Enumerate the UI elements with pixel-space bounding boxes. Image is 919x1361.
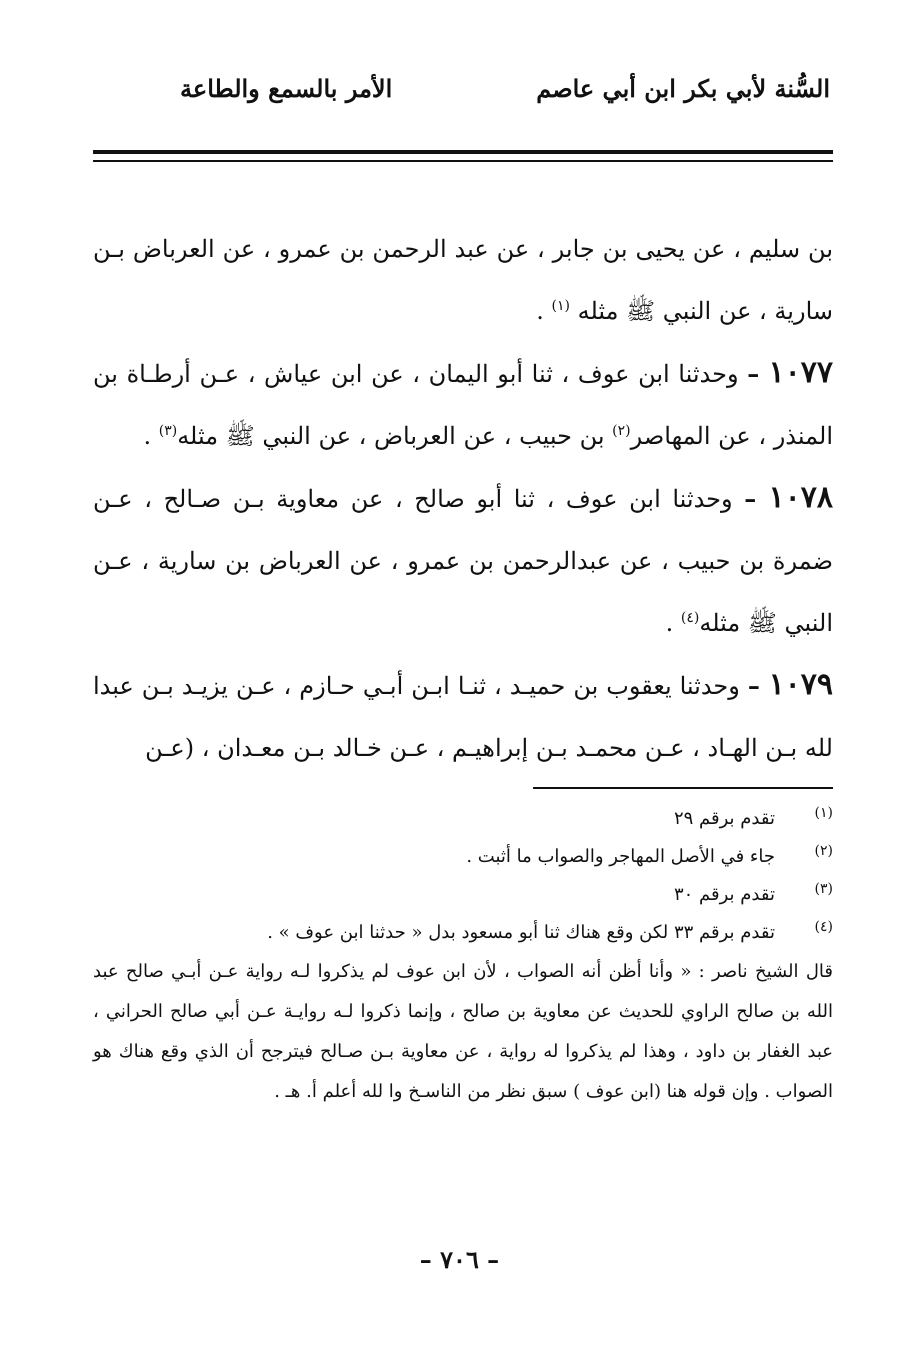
footnote-text: تقدم برقم ٣٠ bbox=[673, 884, 775, 905]
intro-line-1: بن سليم ، عن يحيى بن جابر ، عن عبد الرحمن بن عمرو ، عن العرباض بـن bbox=[93, 235, 833, 263]
hadith-end: . bbox=[665, 609, 681, 637]
footnote-item bbox=[93, 876, 833, 914]
hadith-text: وحدثنا ابن عوف ، ثنا أبو صالح ، عن معاوية بـن صـالح ، عـن ضمرة بن حبيب ، عن عبدالرحمن بن عمرو ، عن العرباض بن سارية ، عـن النبي ﷺ مثله bbox=[93, 485, 833, 637]
book-title: السُّنة لأبي بكر ابن أبي عاصم bbox=[536, 74, 830, 103]
hadith-1077 bbox=[93, 342, 833, 467]
footnote-ref: (١) bbox=[551, 298, 570, 314]
hadith-dash: – bbox=[747, 671, 769, 700]
footnotes bbox=[93, 800, 833, 1112]
hadith-text: بن حبيب ، عن العرباض ، عن النبي ﷺ مثله bbox=[177, 422, 613, 450]
hadith-text: وحدثنا يعقوب بن حميـد ، ثنـا ابـن أبـي حـازم ، عـن يزيـد بـن عبدا لله بـن الهـاد ، عـن محمـد بـن إبراهيـم ، عـن خـالد بـن معـدان ، (عـن bbox=[93, 672, 833, 762]
hadith-text: وحدثنا ابن عوف ، ثنا أبو اليمان ، عن ابن عياش ، عـن أرطـاة بن المنذر ، عن المهاصر bbox=[93, 360, 833, 450]
footnote-text: جاء في الأصل المهاجر والصواب ما أثبت . bbox=[466, 846, 775, 867]
page-header bbox=[90, 74, 830, 118]
page-number: – ٧٠٦ – bbox=[419, 1245, 500, 1274]
footnote-ref: (٣) bbox=[158, 423, 178, 439]
intro-end: . bbox=[536, 297, 552, 325]
hadith-1078 bbox=[93, 467, 833, 654]
hadith-1079 bbox=[93, 654, 833, 779]
footnote-mark: (٤) bbox=[814, 919, 833, 935]
hadith-end: . bbox=[143, 422, 159, 450]
hadith-dash: – bbox=[744, 484, 769, 513]
hadith-number: ١٠٧٧ bbox=[768, 355, 833, 390]
header-rule-thin bbox=[93, 160, 833, 162]
header-rule-thick bbox=[93, 150, 833, 154]
footnote-mark: (١) bbox=[814, 805, 833, 821]
main-text bbox=[93, 218, 833, 779]
footnote-separator bbox=[533, 787, 833, 789]
footnote-quote: قال الشيخ ناصر : « وأنا أظن أنه الصواب ، لأن ابن عوف لم يذكروا لـه رواية عـن أبـي صالح عبد الله بن صالح الراوي للحديث عن معاوية بن صالح ، وإنما ذكروا لـه روايـة عـن أبي صالح الحراني ، عبد الغفار بن داود ، وهذا لم يذكروا له رواية ، عن معاوية بـن صـالح فيترجح أن الذي وقع هناك هو الصواب . وإن قوله هنا (ابن عوف ) سبق نظر من الناسـخ وا لله أعلم أ. هـ . bbox=[93, 961, 833, 1102]
footnote-item bbox=[93, 800, 833, 838]
hadith-number: ١٠٧٩ bbox=[768, 667, 834, 702]
footnote-text: تقدم برقم ٢٩ bbox=[673, 808, 775, 829]
intro-line-2: سارية ، عن النبي ﷺ مثله bbox=[577, 297, 833, 325]
paragraph-intro bbox=[93, 218, 833, 342]
footnote-item bbox=[93, 838, 833, 876]
footnote-mark: (٢) bbox=[814, 843, 833, 859]
chapter-title: الأمر بالسمع والطاعة bbox=[180, 74, 393, 103]
footnote-text: تقدم برقم ٣٣ لكن وقع هناك ثنا أبو مسعود بدل « حدثنا ابن عوف » . bbox=[267, 922, 775, 943]
footnote-mark: (٣) bbox=[814, 881, 833, 897]
footnote-item bbox=[93, 914, 833, 952]
hadith-dash: – bbox=[747, 359, 769, 388]
hadith-number: ١٠٧٨ bbox=[768, 480, 833, 515]
footnote-ref: (٤) bbox=[680, 610, 700, 626]
footnote-ref: (٢) bbox=[612, 423, 631, 439]
